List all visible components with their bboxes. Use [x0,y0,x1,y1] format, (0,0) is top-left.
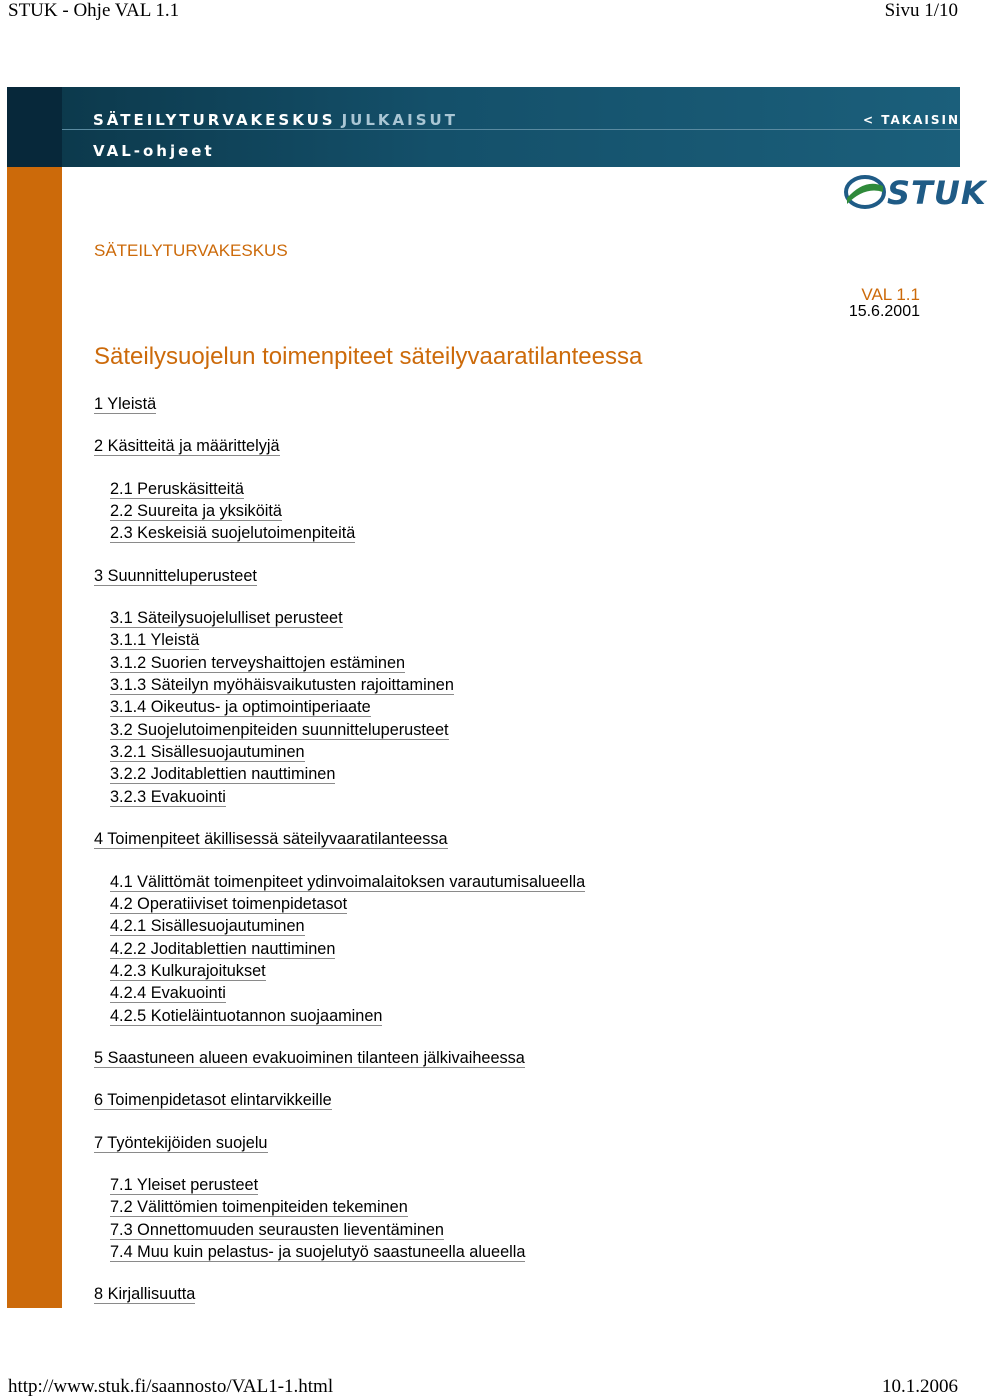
toc-subsection-link[interactable]: 4.2.3 Kulkurajoitukset [110,962,266,980]
toc-subsection-link[interactable]: 4.2.4 Evakuointi [110,984,226,1002]
print-footer [0,1376,960,1400]
toc-subsection-link[interactable]: 4.2 Operatiiviset toimenpidetasot [110,895,348,913]
toc-section-link[interactable]: 6 Toimenpidetasot elintarvikkeille [94,1091,332,1109]
sidebar-strip [7,167,62,1308]
document-code: VAL 1.1 [861,285,920,304]
print-footer-date: 10.1.2006 [882,1376,958,1397]
print-header [0,0,960,24]
toc-section-link[interactable]: 4 Toimenpiteet äkillisessä säteilyvaaratilanteessa [94,830,448,848]
site-banner [7,87,960,167]
document-date: 15.6.2001 [848,303,920,320]
toc-subsection-link[interactable]: 4.1 Välittömät toimenpiteet ydinvoimalaitoksen varautumisalueella [110,873,586,891]
toc-section-link[interactable]: 5 Saastuneen alueen evakuoiminen tilanteen jälkivaiheessa [94,1049,525,1067]
toc-subsection-link[interactable]: 7.1 Yleiset perusteet [110,1176,259,1194]
toc-subsection-link[interactable]: 7.4 Muu kuin pelastus- ja suojelutyö saastuneella alueella [110,1243,526,1261]
toc-subsection-link[interactable]: 4.2.1 Sisällesuojautuminen [110,917,305,935]
organization-name: SÄTEILYTURVAKESKUS [94,241,288,260]
toc-subsection-link[interactable]: 3.1.1 Yleistä [110,631,200,649]
toc-section-link[interactable]: 1 Yleistä [94,395,157,413]
toc-section-link[interactable]: 7 Työntekijöiden suojelu [94,1134,268,1152]
toc-section-link[interactable]: 2 Käsitteitä ja määrittelyjä [94,437,280,455]
toc-section-link[interactable]: 8 Kirjallisuutta [94,1285,196,1303]
document-title: Säteilysuojelun toimenpiteet säteilyvaaratilanteessa [94,343,643,370]
toc-section-link[interactable]: 3 Suunnitteluperusteet [94,567,257,585]
back-link[interactable]: < TAKAISIN [863,113,960,127]
toc-subsection-link[interactable]: 3.1.4 Oikeutus- ja optimointiperiaate [110,698,371,716]
toc-subsection-link[interactable]: 3.2.2 Joditablettien nauttiminen [110,765,336,783]
banner-title-suffix: JULKAISUT [341,111,458,129]
toc-subsection-link[interactable]: 2.1 Peruskäsitteitä [110,480,244,498]
stuk-logo-icon [843,172,887,212]
stuk-logo-text: STUK [887,174,987,212]
banner-title [93,111,458,129]
toc-subsection-link[interactable]: 7.3 Onnettomuuden seurausten lieventäminen [110,1221,444,1239]
toc-subsection-link[interactable]: 2.3 Keskeisiä suojelutoimenpiteitä [110,524,356,542]
print-header-page: Sivu 1/10 [884,0,958,21]
stuk-logo [843,172,987,212]
print-footer-url: http://www.stuk.fi/saannosto/VAL1-1.html [8,1376,334,1397]
toc-subsection-link[interactable]: 4.2.2 Joditablettien nauttiminen [110,940,336,958]
banner-corner [7,87,62,167]
toc-subsection-link[interactable]: 2.2 Suureita ja yksiköitä [110,502,282,520]
toc-subsection-link[interactable]: 4.2.5 Kotieläintuotannon suojaaminen [110,1007,383,1025]
banner-title-main: SÄTEILYTURVAKESKUS [93,111,336,129]
banner-subtitle: VAL-ohjeet [93,142,215,160]
banner-divider [62,129,960,130]
toc-subsection-link[interactable]: 3.1.2 Suorien terveyshaittojen estäminen [110,654,406,672]
toc-subsection-link[interactable]: 3.2.3 Evakuointi [110,788,226,806]
toc-subsection-link[interactable]: 7.2 Välittömien toimenpiteiden tekeminen [110,1198,408,1216]
print-header-title: STUK - Ohje VAL 1.1 [8,0,180,21]
toc-subsection-link[interactable]: 3.2.1 Sisällesuojautuminen [110,743,305,761]
toc-subsection-link[interactable]: 3.1 Säteilysuojelulliset perusteet [110,609,343,627]
toc-subsection-link[interactable]: 3.1.3 Säteilyn myöhäisvaikutusten rajoittaminen [110,676,454,694]
toc-subsection-link[interactable]: 3.2 Suojelutoimenpiteiden suunnitteluperusteet [110,721,449,739]
